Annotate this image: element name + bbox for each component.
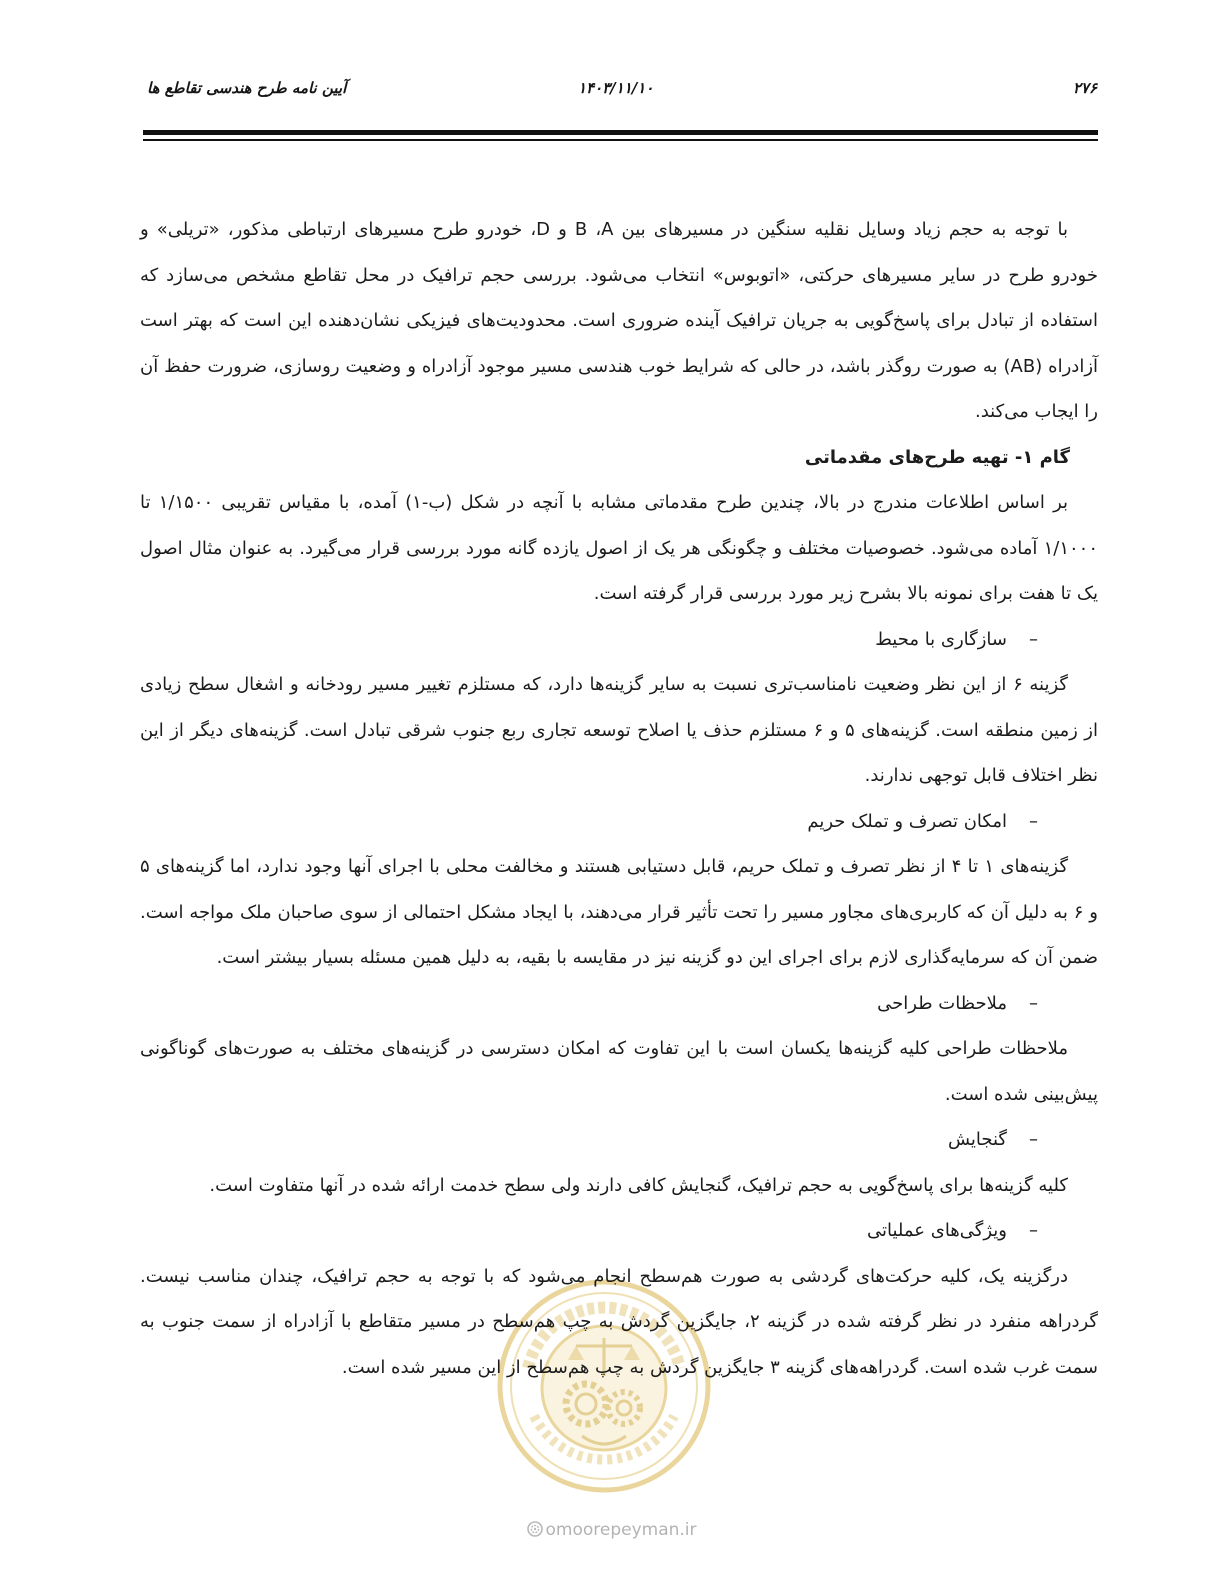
- running-header-title: آیین نامه طرح هندسی تقاطع ها: [147, 79, 347, 97]
- watermark-footer: [0, 1517, 1224, 1543]
- criterion-heading-capacity: [140, 1117, 1098, 1163]
- list-dash-marker: –: [1029, 1220, 1038, 1241]
- watermark-site-url: omoorepeyman.ir: [545, 1520, 697, 1540]
- list-dash-marker: –: [1029, 1129, 1038, 1150]
- criterion-heading-design-considerations: [140, 981, 1098, 1027]
- header-rule-thick: [143, 130, 1098, 135]
- criterion-heading-operational-features: [140, 1208, 1098, 1254]
- list-dash-marker: –: [1029, 992, 1038, 1014]
- site-logo-icon: [527, 1521, 543, 1537]
- paragraph-design-considerations: ملاحظات طراحی کلیه گزینه‌ها یکسان است با این تفاوت که امکان دسترسی در گزینه‌های مختلف به صورت‌های گوناگونی پیش‌بینی شده است.: [140, 1038, 1098, 1105]
- paragraph-operational-features: درگزینه یک، کلیه حرکت‌های گردشی به صورت هم‌سطح انجام می‌شود که با توجه به حجم ترافیک، چندان مناسب نیست. گردراهه منفرد در نظر گرفته شده در گزینه ۲، جایگزین گردش به چپ هم‌سطح در مسیر متقاطع با آزادراه از سمت جنوب به سمت غرب شده است. گردراهه‌های گزینه ۳ جایگزین گردش به چپ هم‌سطح از این مسیر شده است.: [140, 1265, 1098, 1378]
- page-number: ۲۷۶: [1072, 79, 1097, 97]
- criterion-heading-environment: [140, 617, 1098, 663]
- paragraph-capacity: کلیه گزینه‌ها برای پاسخ‌گویی به حجم ترافیک، گنجایش کافی دارند ولی سطح خدمت ارائه شده در آنها متفاوت است.: [209, 1174, 1068, 1196]
- criterion-heading-right-of-way: [140, 799, 1098, 845]
- criterion-title: ملاحظات طراحی: [877, 992, 1007, 1014]
- list-dash-marker: –: [1029, 810, 1038, 832]
- paragraph-intro: با توجه به حجم زیاد وسایل نقلیه سنگین در مسیرهای بین A‏، B و D‏، خودرو طرح مسیرهای ارتباطی مذکور، «تریلی» و خودرو طرح در سایر مسیرهای حرکتی، «اتوبوس» انتخاب می‌شود. بررسی حجم ترافیک در محل تقاطع مشخص می‌سازد که استفاده از تبادل برای پاسخ‌گویی به جریان ترافیک آینده ضروری است. محدودیت‌های فیزیکی نشان‌دهنده این است که بهتر است آزادراه (AB) به صورت روگذر باشد، در حالی که شرایط خوب هندسی مسیر موجود آزادراه و وضعیت روسازی، ضرورت حفظ آن را ایجاب می‌کند.: [140, 219, 1099, 422]
- criterion-title: ویژگی‌های عملیاتی: [866, 1220, 1007, 1241]
- criterion-title: سازگاری با محیط: [875, 628, 1007, 650]
- list-dash-marker: –: [1029, 628, 1038, 650]
- step-heading: گام ۱- تهیه طرح‌های مقدماتی: [804, 446, 1070, 468]
- paragraph-environment: گزینه ۶ از این نظر وضعیت نامناسب‌تری نسبت به سایر گزینه‌ها دارد، که مستلزم تغییر مسیر رودخانه و اشغال سطح زیادی از زمین منطقه است. گزینه‌های ۵ و ۶ مستلزم حذف یا اصلاح توسعه تجاری ربع جنوب شرقی تبادل است. گزینه‌های دیگر از این نظر اختلاف قابل توجهی ندارند.: [140, 674, 1098, 786]
- criterion-title: گنجایش: [947, 1129, 1007, 1150]
- paragraph-step-description: بر اساس اطلاعات مندرج در بالا، چندین طرح مقدماتی مشابه با آنچه در شکل (ب-۱) آمده، با مقیاس تقریبی ۱/۱۵۰۰ تا ۱/۱۰۰۰ آماده می‌شود. خصوصیات مختلف و چگونگی هر یک از اصول یازده گانه مورد بررسی قرار می‌گیرد. به عنوان مثال اصول یک تا هفت برای نمونه بالا بشرح زیر مورد بررسی قرار گرفته است.: [140, 492, 1098, 604]
- header-rule-thin: [143, 139, 1098, 141]
- paragraph-right-of-way: گزینه‌های ۱ تا ۴ از نظر تصرف و تملک حریم، قابل دستیابی هستند و مخالفت محلی با اجرای آنها وجود ندارد، اما گزینه‌های ۵ و ۶ به دلیل آن که کاربری‌های مجاور مسیر را تحت تأثیر قرار می‌دهند، با ایجاد مشکل احتمالی از سوی صاحبان ملک مواجه است. ضمن آن که سرمایه‌گذاری لازم برای اجرای این دو گزینه نیز در مقایسه با بقیه، به دلیل همین مسئله بسیار بیشتر است.: [140, 856, 1098, 968]
- document-body: [140, 207, 1098, 1390]
- running-header-date: ۱۴۰۳/۱۱/۱۰: [578, 79, 654, 97]
- criterion-title: امکان تصرف و تملک حریم: [807, 810, 1007, 832]
